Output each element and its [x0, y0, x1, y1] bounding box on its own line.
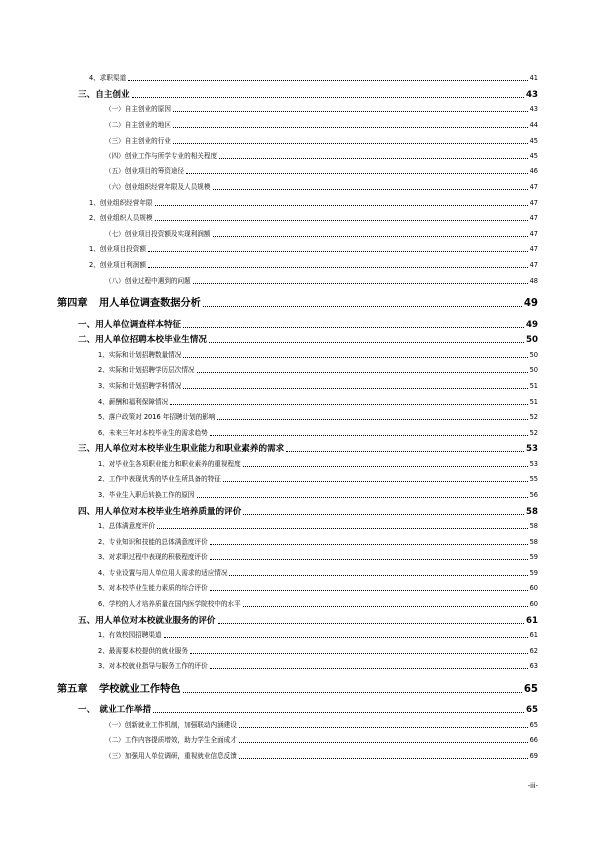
- toc-entry-label: 用人单位调查数据分析: [99, 298, 201, 309]
- dot-leader: [239, 742, 528, 743]
- toc-entry-label: （一）创新就业工作机制，加强联动内涵建设: [105, 721, 237, 729]
- dot-leader: [170, 404, 527, 405]
- toc-entry-title: [105, 138, 171, 145]
- toc-entry-page: 45: [529, 152, 538, 160]
- dot-leader: [190, 653, 528, 654]
- toc-entry-page: 52: [529, 429, 538, 437]
- toc-entry-label: 五、用人单位对本校就业服务的评价: [78, 616, 216, 626]
- dot-leader: [217, 419, 527, 420]
- toc-entry-title: [98, 383, 181, 390]
- toc-entry[interactable]: [78, 445, 538, 454]
- toc-entry-title: [105, 122, 171, 129]
- toc-entry-title: [105, 278, 191, 285]
- toc-entry-page: 47: [529, 214, 538, 222]
- toc-entry-label: 1、创业项目投资额: [89, 245, 146, 253]
- toc-entry-page: 59: [529, 553, 538, 561]
- toc-entry-title: [78, 445, 284, 454]
- toc-entry-label: 1、创业组织经营年限: [89, 199, 153, 207]
- toc-entry[interactable]: [57, 685, 538, 695]
- toc-entry-label: 2、最需要本校提供的就业服务: [98, 647, 188, 655]
- dot-leader: [183, 327, 524, 328]
- toc-entry-title: [89, 262, 146, 269]
- toc-entry-title: [78, 336, 207, 345]
- toc-entry-page: 50: [526, 335, 538, 345]
- toc-entry-title: [98, 492, 195, 499]
- toc-entry-page: 50: [529, 351, 538, 359]
- toc-entry-label: 6、学校的人才培养质量在国内医学院校中的水平: [98, 600, 241, 608]
- toc-entry-page: 47: [529, 199, 538, 207]
- dot-leader: [218, 623, 525, 624]
- toc-entry-title: [89, 246, 146, 253]
- toc-entry-label: 6、未来三年对本校毕业生的需求趋势: [98, 429, 208, 437]
- dot-leader: [173, 111, 528, 112]
- toc-entry[interactable]: [89, 262, 538, 269]
- toc-entry[interactable]: [98, 585, 538, 592]
- dot-leader: [286, 451, 524, 452]
- toc-entry-title: [98, 601, 241, 608]
- toc-entry-title: [98, 554, 208, 561]
- toc-entry-label: 3、对求职过程中表现的积极程度评价: [98, 553, 208, 561]
- toc-entry[interactable]: [78, 706, 538, 715]
- toc-entry[interactable]: [57, 299, 538, 309]
- toc-entry-page: 66: [529, 736, 538, 744]
- toc-entry-page: 47: [529, 230, 538, 238]
- toc-entry-label: （一）自主创业的原因: [105, 105, 171, 113]
- toc-entry[interactable]: [105, 106, 538, 113]
- toc-entry-label: （三）加强用人单位调研，重视就业信息反馈: [105, 752, 237, 760]
- toc-entry-label: 3、毕业生入职后转换工作的原因: [98, 491, 195, 499]
- toc-entry[interactable]: [105, 722, 538, 729]
- chapter-number: 第四章: [57, 298, 88, 309]
- toc-entry-page: 62: [529, 647, 538, 655]
- dot-leader: [173, 127, 528, 128]
- toc-entry-page: 51: [529, 398, 538, 406]
- dot-leader: [155, 205, 528, 206]
- toc-entry-page: 49: [523, 298, 538, 309]
- toc-entry-title: [105, 722, 237, 729]
- toc-entry[interactable]: [98, 523, 538, 530]
- toc-entry[interactable]: [89, 246, 538, 253]
- toc-entry-label: 5、落户政策对 2016 年招聘计划的影响: [98, 413, 216, 421]
- toc-entry[interactable]: [98, 539, 538, 546]
- dot-leader: [209, 342, 524, 343]
- toc-entry-label: 学校就业工作特色: [99, 684, 181, 695]
- toc-entry[interactable]: [98, 476, 538, 483]
- toc-entry-page: 47: [529, 183, 538, 191]
- dot-leader: [223, 481, 528, 482]
- toc-entry-label: 5、对本校毕业生能力素质的综合评价: [98, 584, 208, 592]
- toc-entry-title: [78, 321, 181, 330]
- dot-leader: [213, 236, 528, 237]
- toc-entry-title: [105, 184, 211, 191]
- toc-entry-label: 一、用人单位调查样本特征: [78, 320, 182, 330]
- toc-entry-title: [105, 753, 237, 760]
- toc-entry-title: [98, 352, 181, 359]
- toc-entry[interactable]: [105, 153, 538, 160]
- toc-entry-title: [105, 168, 184, 175]
- toc-entry[interactable]: [98, 648, 538, 655]
- toc-entry-page: 60: [529, 584, 538, 592]
- toc-entry-page: 58: [529, 538, 538, 546]
- toc-entry-title: [98, 430, 208, 437]
- toc-entry-label: （六）创业组织经营年限及人员规模: [105, 183, 211, 191]
- dot-leader: [183, 357, 527, 358]
- toc-entry-page: 47: [529, 261, 538, 269]
- toc-entry[interactable]: [98, 367, 538, 374]
- toc-entry-title: [98, 648, 188, 655]
- page-number: -iii-: [527, 782, 538, 790]
- toc-entry[interactable]: [78, 321, 538, 330]
- dot-leader: [193, 283, 528, 284]
- toc-entry-label: 4、专业设置与用人单位用人需求的适应情况: [98, 569, 228, 577]
- dot-leader: [219, 158, 528, 159]
- toc-entry-title: [57, 299, 201, 309]
- toc-entry-label: （四）创业工作与所学专业的相关程度: [105, 152, 218, 160]
- toc-entry[interactable]: [105, 138, 538, 145]
- dot-leader: [210, 544, 528, 545]
- toc-entry-page: 49: [526, 320, 538, 330]
- toc-entry[interactable]: [98, 570, 538, 577]
- toc-entry-title: [98, 367, 195, 374]
- toc-entry-page: 55: [529, 475, 538, 483]
- dot-leader: [186, 173, 527, 174]
- toc-entry-page: 44: [529, 121, 538, 129]
- toc-entry[interactable]: [89, 200, 538, 207]
- toc-entry-page: 43: [526, 90, 538, 100]
- toc-entry-title: [98, 632, 162, 639]
- toc-entry-page: 51: [529, 382, 538, 390]
- toc-entry[interactable]: [98, 492, 538, 499]
- toc-entry[interactable]: [98, 601, 538, 608]
- toc-entry-label: 2、创业项目利润额: [89, 261, 146, 269]
- toc-entry-title: [98, 585, 208, 592]
- toc-entry-title: [98, 539, 208, 546]
- toc-entry-page: 69: [529, 752, 538, 760]
- toc-entry-label: 2、工作中表现优秀的毕业生所具备的特征: [98, 475, 221, 483]
- toc-entry-label: （七）创业项目投资额及实现利润额: [105, 230, 211, 238]
- dot-leader: [197, 497, 528, 498]
- toc-entry-page: 52: [529, 413, 538, 421]
- toc-entry-title: [98, 570, 227, 577]
- dot-leader: [243, 514, 524, 515]
- toc-entry-title: [98, 663, 208, 670]
- toc-entry[interactable]: [78, 336, 538, 345]
- toc-entry-title: [78, 508, 241, 517]
- toc-entry-page: 60: [529, 600, 538, 608]
- toc-entry-page: 45: [529, 137, 538, 145]
- toc-entry-title: [105, 106, 171, 113]
- toc-entry-page: 59: [529, 569, 538, 577]
- toc-entry-page: 61: [526, 616, 538, 626]
- toc-entry-title: [89, 200, 153, 207]
- toc-entry-page: 43: [529, 105, 538, 113]
- toc-entry-title: [105, 231, 211, 238]
- toc-entry[interactable]: [98, 383, 538, 390]
- toc-entry-page: 65: [526, 705, 538, 715]
- toc-entry-label: 2、实际和计划招聘学历层次情况: [98, 366, 195, 374]
- toc-entry-page: 48: [529, 277, 538, 285]
- dot-leader: [239, 727, 528, 728]
- dot-leader: [210, 435, 528, 436]
- toc-entry[interactable]: [89, 75, 538, 82]
- toc-entry-page: 47: [529, 245, 538, 253]
- toc-entry[interactable]: [105, 753, 538, 760]
- toc-entry-title: [57, 685, 181, 695]
- toc-entry[interactable]: [78, 508, 538, 517]
- toc-entry-page: 61: [529, 631, 538, 639]
- toc-entry-title: [98, 414, 215, 421]
- toc-entry-title: [78, 617, 216, 626]
- toc-entry-page: 41: [529, 74, 538, 82]
- dot-leader: [155, 220, 528, 221]
- toc-entry[interactable]: [105, 122, 538, 129]
- toc-entry-page: 65: [523, 684, 538, 695]
- toc-entry-label: 二、用人单位招聘本校毕业生情况: [78, 335, 207, 345]
- toc-entry-page: 63: [529, 662, 538, 670]
- toc-entry-title: [89, 215, 153, 222]
- toc-entry-label: 四、用人单位对本校毕业生培养质量的评价: [78, 507, 242, 517]
- toc-entry[interactable]: [98, 663, 538, 670]
- dot-leader: [173, 143, 528, 144]
- dot-leader: [203, 306, 522, 307]
- toc-entry-label: （八）创业过程中遇到的问题: [105, 277, 191, 285]
- dot-leader: [243, 466, 528, 467]
- dot-leader: [213, 189, 528, 190]
- dot-leader: [148, 267, 528, 268]
- toc-entry[interactable]: [105, 168, 538, 175]
- toc-entry-title: [78, 91, 130, 100]
- dot-leader: [197, 372, 528, 373]
- toc-entry-page: 58: [526, 507, 538, 517]
- toc-entry-label: 4、求职渠道: [89, 74, 127, 82]
- toc-entry-title: [89, 75, 126, 82]
- dot-leader: [164, 637, 528, 638]
- toc-entry[interactable]: [89, 215, 538, 222]
- dot-leader: [210, 668, 528, 669]
- toc-entry-label: 2、专业知识和技能的总体满意度评价: [98, 538, 208, 546]
- toc-entry[interactable]: [98, 430, 538, 437]
- dot-leader: [132, 97, 524, 98]
- toc-entry-label: 2、创业组织人员规模: [89, 214, 153, 222]
- toc-entry-label: 三、用人单位对本校毕业生职业能力和职业素养的需求: [78, 444, 285, 454]
- toc-entry-title: [98, 523, 155, 530]
- toc-entry-label: （二）自主创业的地区: [105, 121, 171, 129]
- toc-entry-label: 1、总体满意度评价: [98, 522, 155, 530]
- toc-entry-page: 56: [529, 491, 538, 499]
- toc-entry[interactable]: [98, 414, 538, 421]
- toc-entry[interactable]: [98, 632, 538, 639]
- toc-entry[interactable]: [105, 737, 538, 744]
- toc-entry[interactable]: [105, 278, 538, 285]
- toc-entry[interactable]: [105, 231, 538, 238]
- toc-entry-label: （五）创业项目的筹资途径: [105, 167, 185, 175]
- toc-entry-page: 65: [529, 721, 538, 729]
- toc-entry[interactable]: [78, 91, 538, 100]
- toc-entry-label: 3、实际和计划招聘学科情况: [98, 382, 182, 390]
- chapter-number: 第五章: [57, 684, 88, 695]
- dot-leader: [148, 251, 528, 252]
- toc-entry-label: 三、自主创业: [78, 90, 130, 100]
- toc-entry[interactable]: [98, 461, 538, 468]
- toc-entry-label: 一、 就业工作举措: [78, 705, 152, 715]
- toc-entry[interactable]: [98, 554, 538, 561]
- toc-entry[interactable]: [78, 617, 538, 626]
- toc-entry-title: [105, 153, 217, 160]
- toc-entry-label: 1、有效校园招聘渠道: [98, 631, 162, 639]
- dot-leader: [239, 758, 528, 759]
- toc-entry-label: （三）自主创业的行业: [105, 137, 171, 145]
- toc-entry-title: [98, 399, 168, 406]
- dot-leader: [243, 606, 528, 607]
- toc-entry[interactable]: [98, 399, 538, 406]
- toc-entry-page: 53: [529, 460, 538, 468]
- toc-entry-title: [105, 737, 237, 744]
- toc-entry-title: [98, 461, 241, 468]
- toc-entry-page: 46: [529, 167, 538, 175]
- toc-entry-label: 3、对本校就业指导与服务工作的评价: [98, 662, 208, 670]
- dot-leader: [183, 388, 527, 389]
- toc-entry-title: [98, 476, 221, 483]
- dot-leader: [210, 590, 528, 591]
- toc-entry-label: 1、对毕业生各项职业能力和职业素养的重视程度: [98, 460, 241, 468]
- toc-entry-title: [78, 706, 151, 715]
- dot-leader: [210, 559, 528, 560]
- toc-entry-page: 58: [529, 522, 538, 530]
- toc-entry-label: 1、实际和计划招聘数量情况: [98, 351, 182, 359]
- toc-entry-page: 50: [529, 366, 538, 374]
- dot-leader: [128, 80, 527, 81]
- toc-entry[interactable]: [105, 184, 538, 191]
- toc-entry[interactable]: [98, 352, 538, 359]
- dot-leader: [183, 692, 522, 693]
- toc-entry-label: （二）工作内容提质增效，助力学生全面成才: [105, 736, 237, 744]
- toc-entry-label: 4、薪酬和福利保障情况: [98, 398, 169, 406]
- dot-leader: [153, 712, 524, 713]
- dot-leader: [157, 528, 528, 529]
- dot-leader: [229, 575, 527, 576]
- toc-entry-page: 53: [526, 444, 538, 454]
